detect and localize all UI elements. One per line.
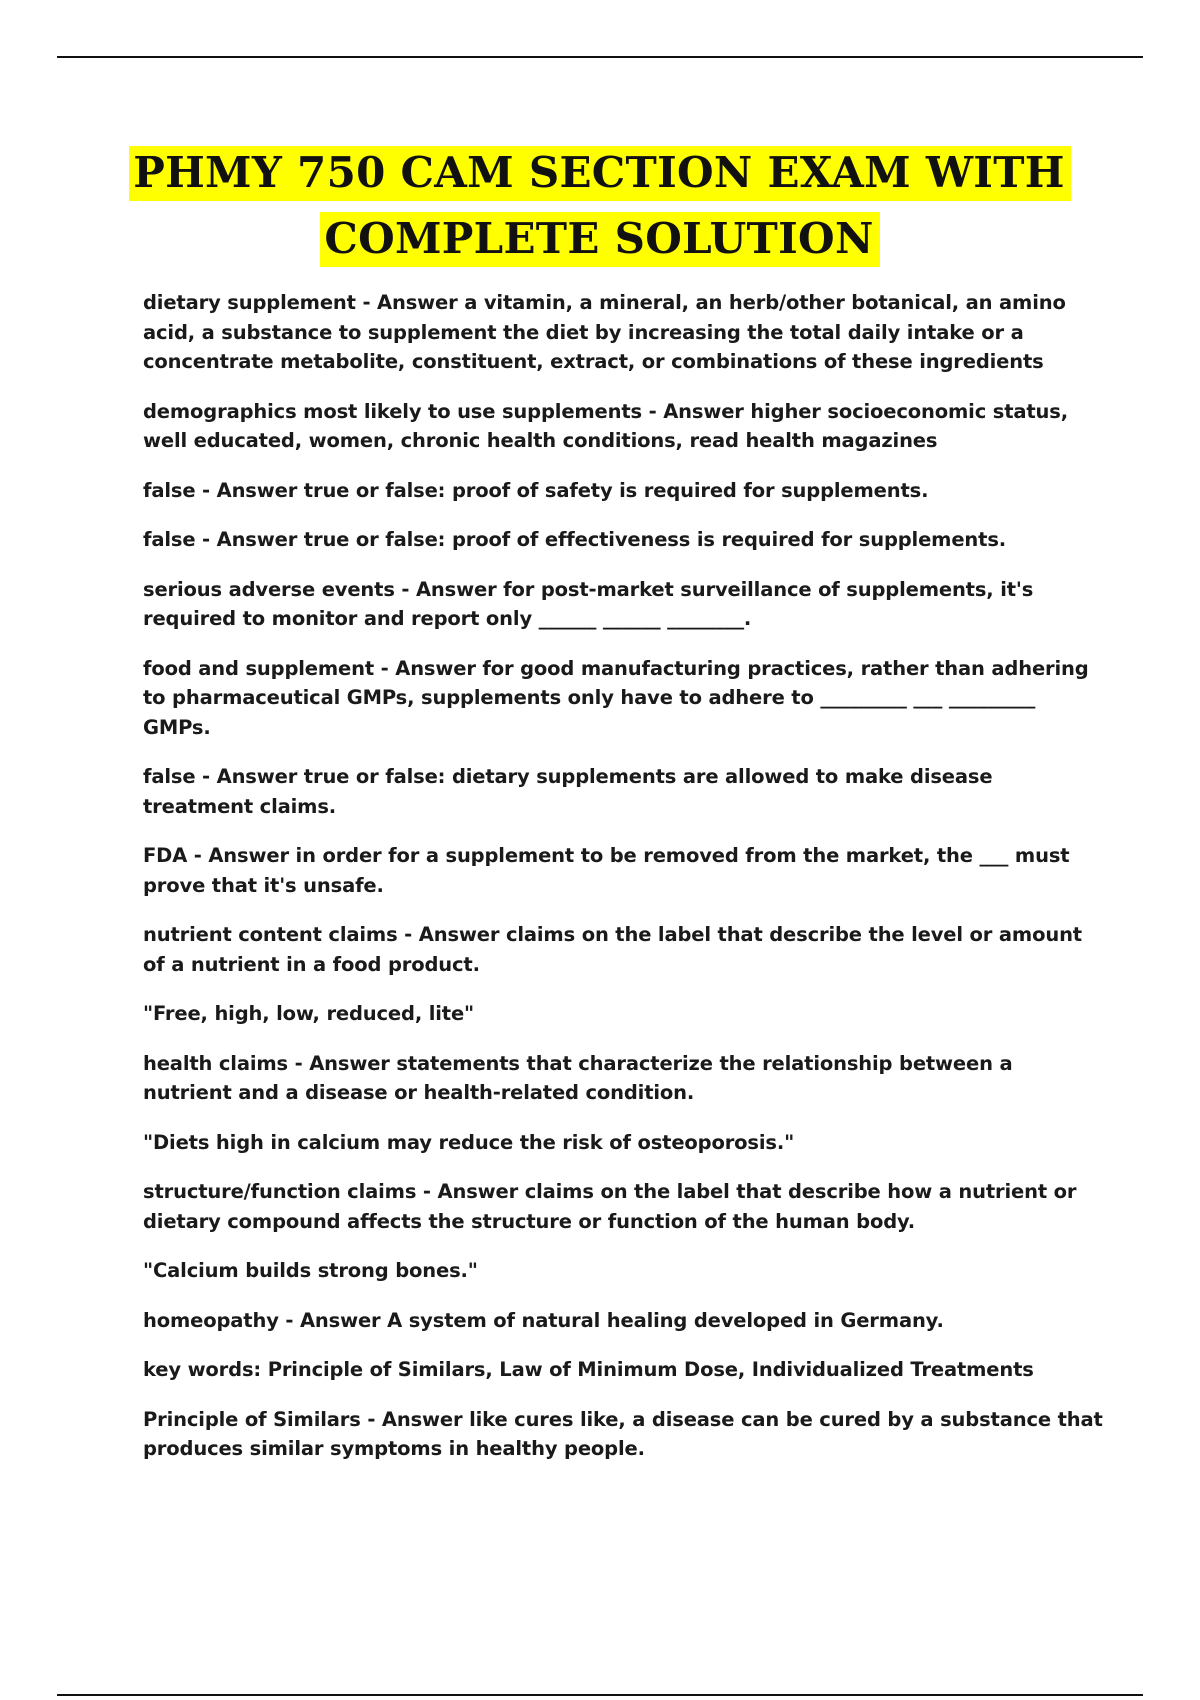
example-health-claim: "Diets high in calcium may reduce the risk of osteoporosis." [143, 1130, 795, 1154]
qa-proof-of-safety: false - Answer true or false: proof of safety is required for supplements. [143, 478, 929, 502]
qa-homeopathy: homeopathy - Answer A system of natural healing developed in Germany. [143, 1308, 944, 1332]
qa-proof-of-effectiveness: false - Answer true or false: proof of effectiveness is required for supplements. [143, 528, 1007, 551]
example-structure-function: "Calcium builds strong bones." [143, 1259, 478, 1282]
document-title [0, 140, 1200, 272]
qa-food-and-supplement: food and supplement - Answer for good manufacturing practices, rather than adhering to pharmaceutical GMPs, supplements only have to adhere to _________ ___ _________ GMPs. [143, 656, 1089, 739]
title-line-2-highlight: COMPLETE SOLUTION [320, 212, 879, 267]
qa-fda: FDA - Answer in order for a supplement to be removed from the market, the ___ must prove that it's unsafe. [143, 844, 1070, 897]
qa-structure-function-claims: structure/function claims - Answer claims on the label that describe how a nutrient or dietary compound affects the structure or function of the human body. [143, 1180, 1077, 1233]
qa-health-claims: health claims - Answer statements that characterize the relationship between a nutrient and a disease or health-related condition. [143, 1051, 1013, 1104]
qa-dietary-supplement: dietary supplement - Answer a vitamin, a mineral, an herb/other botanical, an amino acid, a substance to supplement the diet by increasing the total daily intake or a concentrate metabolite, constituent, extract, or combinations of these ingredients [143, 291, 1066, 373]
bottom-rule [57, 1694, 1143, 1696]
title-line-2 [320, 206, 879, 272]
qa-nutrient-content-claims: nutrient content claims - Answer claims on the label that describe the level or amount of a nutrient in a food product. [143, 923, 1082, 976]
title-line-1-highlight: PHMY 750 CAM SECTION EXAM WITH [129, 146, 1071, 201]
qa-disease-treatment-claims: false - Answer true or false: dietary supplements are allowed to make disease treatment claims. [143, 765, 993, 818]
document-body [143, 288, 1103, 1484]
top-rule [57, 56, 1143, 58]
qa-principle-of-similars: Principle of Similars - Answer like cures like, a disease can be cured by a substance that produces similar symptoms in healthy people. [143, 1407, 1103, 1460]
qa-serious-adverse-events: serious adverse events - Answer for post-market surveillance of supplements, it's required to monitor and report only ______ ______ ________. [143, 577, 1034, 630]
qa-demographics: demographics most likely to use supplements - Answer higher socioeconomic status, well educated, women, chronic health conditions, read health magazines [143, 399, 1068, 452]
key-words: key words: Principle of Similars, Law of Minimum Dose, Individualized Treatments [143, 1358, 1034, 1381]
example-nutrient-content: "Free, high, low, reduced, lite" [143, 1002, 475, 1025]
title-line-1 [129, 140, 1071, 206]
